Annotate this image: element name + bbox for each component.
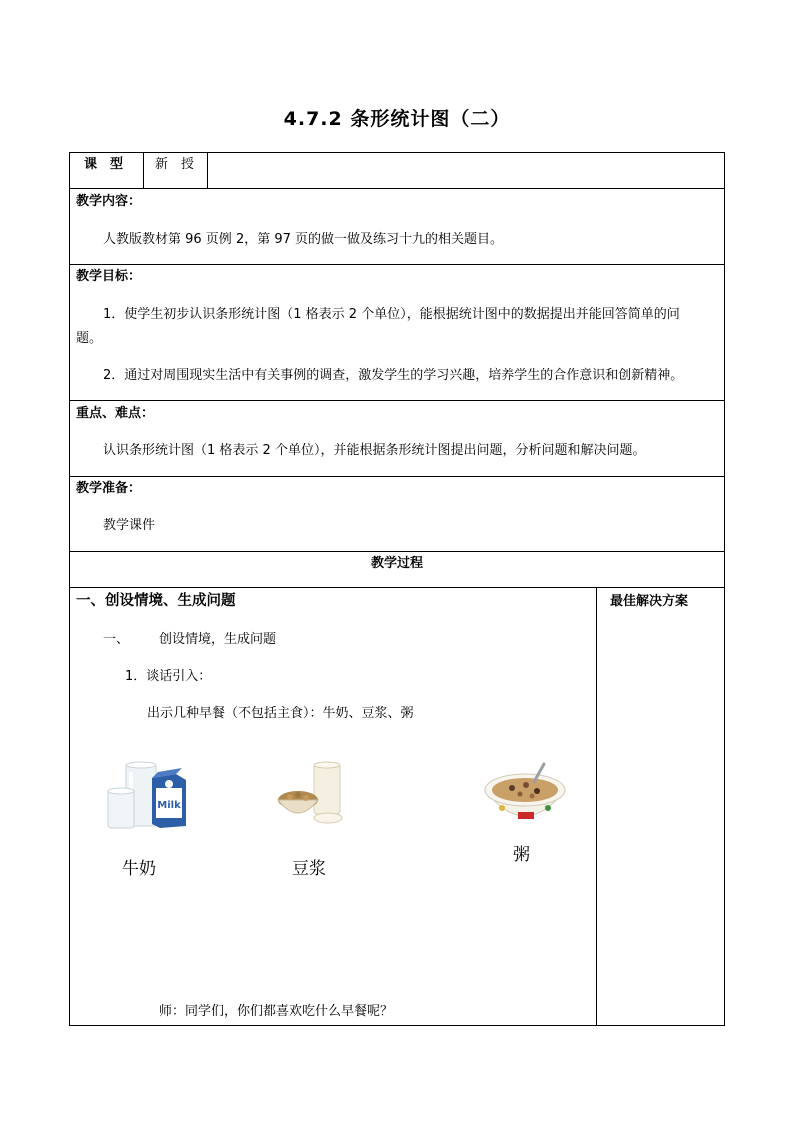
food-label-soymilk: 豆浆 — [292, 859, 326, 879]
lesson-type-label: 课 型 — [84, 157, 124, 172]
keypoints-heading: 重点、难点： — [76, 406, 155, 421]
row-divider — [69, 264, 725, 265]
side-heading: 最佳解决方案 — [610, 594, 689, 609]
goal-item-1: 1．使学生初步认识条形统计图（1 格表示 2 个单位），能根据统计图中的数据提出并能回答简单的问 — [103, 307, 680, 322]
row-divider — [69, 551, 725, 552]
food-label-porridge: 粥 — [513, 845, 530, 865]
content-text: 人教版教材第 96 页例 2，第 97 页的做一做及练习十九的相关题目。 — [103, 232, 504, 247]
goals-heading: 教学目标： — [76, 269, 142, 284]
prep-text: 教学课件 — [103, 518, 156, 533]
page-title: 4.7.2 条形统计图（二） — [283, 108, 511, 130]
goal-item-2: 2．通过对周围现实生活中有关事例的调查，激发学生的学习兴趣，培养学生的合作意识和创新精神。 — [103, 368, 684, 383]
prep-heading: 教学准备： — [76, 481, 142, 496]
col-divider — [596, 587, 597, 1026]
col-divider — [143, 152, 144, 188]
milk-image — [104, 758, 190, 832]
porridge-image — [482, 760, 568, 832]
food-label-milk: 牛奶 — [122, 859, 156, 879]
milk-box-label: Milk — [157, 800, 181, 811]
row-divider — [69, 400, 725, 401]
col-divider — [207, 152, 208, 188]
soymilk-image — [276, 760, 346, 828]
sub-marker: 一、 — [103, 632, 130, 647]
row-divider — [69, 188, 725, 189]
milk-box-icon — [152, 768, 186, 828]
keypoints-text: 认识条形统计图（1 格表示 2 个单位），并能根据条形统计图提出问题，分析问题和解决问题。 — [103, 443, 646, 458]
goal-item-1-cont: 题。 — [76, 331, 103, 346]
lesson-table — [69, 152, 725, 1026]
show-text: 出示几种早餐（不包括主食）：牛奶、豆浆、粥 — [147, 706, 414, 721]
process-heading: 教学过程 — [370, 556, 423, 571]
row-divider — [69, 587, 725, 588]
section-title: 一、创设情境、生成问题 — [76, 593, 236, 609]
teacher-line: 师：同学们，你们都喜欢吃什么早餐呢？ — [159, 1004, 394, 1019]
step-1: 1．谈话引入： — [125, 669, 212, 684]
content-heading: 教学内容： — [76, 194, 142, 209]
lesson-type-value: 新 授 — [155, 157, 195, 172]
sub-text: 创设情境，生成问题 — [159, 632, 277, 647]
row-divider — [69, 476, 725, 477]
